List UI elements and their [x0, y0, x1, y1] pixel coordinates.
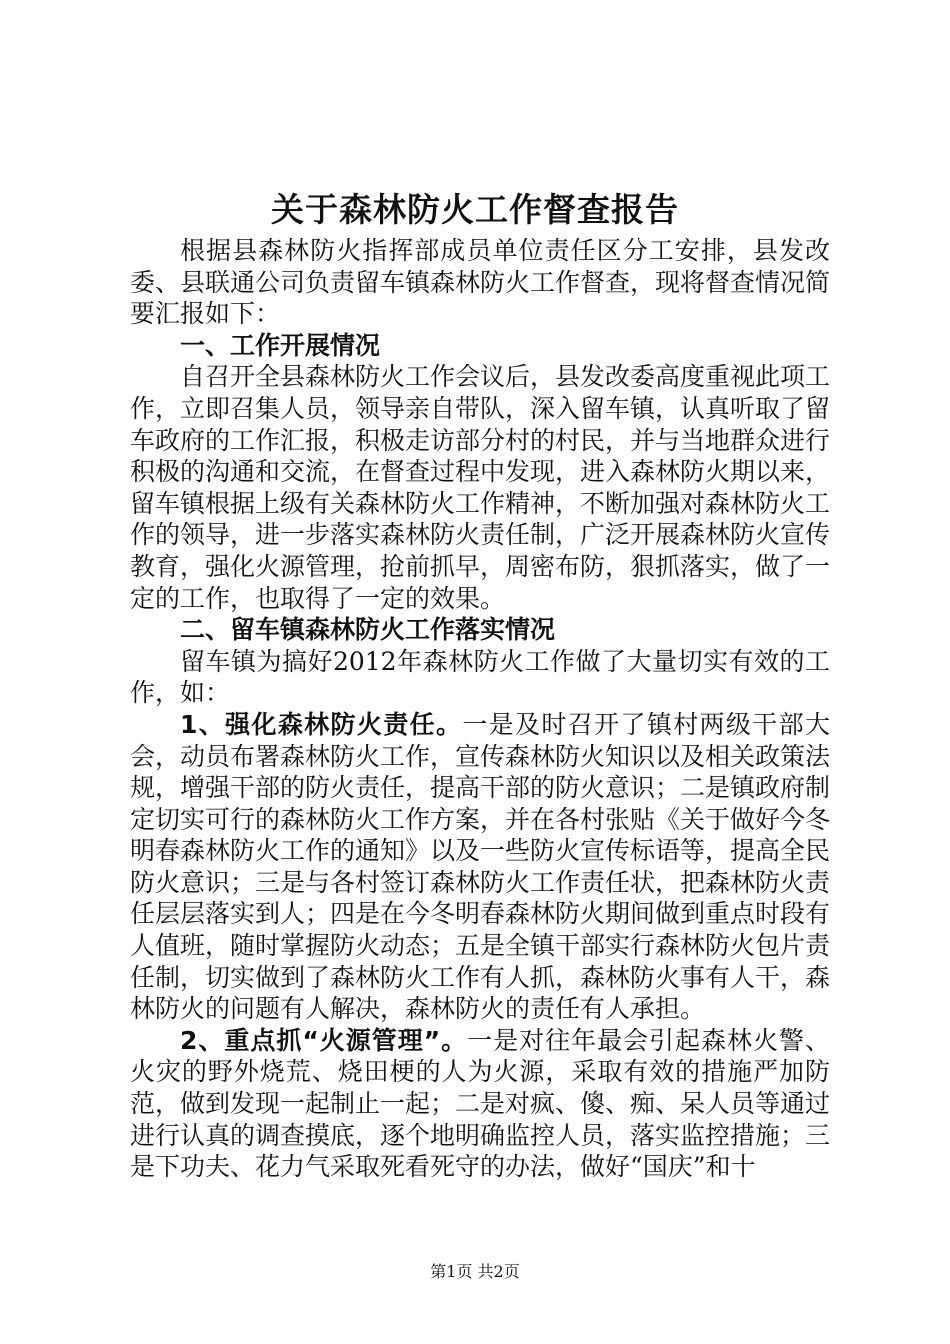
- item1-body: 一是及时召开了镇村两级干部大会，动员布署森林防火工作，宣传森林防火知识以及相关政策法规，增强干部的防火责任，提高干部的防火意识；二是镇政府制定切实可行的森林防火工作方案，并在各村张贴《关于做好今冬明春森林防火工作的通知》以及一些防火宣传标语等，提高全民防火意识；三是与各村签订森林防火工作责任状，把森林防火责任层层落实到人；四是在今冬明春森林防火期间做到重点时段有人值班，随时掌握防火动态；五是全镇干部实行森林防火包片责任制，切实做到了森林防火工作有人抓，森林防火事有人干，森林防火的问题有人解决，森林防火的责任有人承担。: [130, 709, 831, 1024]
- item2-lead: 2、重点抓“火源管理”。: [180, 1025, 468, 1055]
- section-heading-1: 一、工作开展情况: [180, 330, 381, 360]
- intro-paragraph: 根据县森林防火指挥部成员单位责任区分工安排，县发改委、县联通公司负责留车镇森林防火工作督查，现将督查情况简要汇报如下：: [130, 236, 831, 329]
- section-heading-2: 二、留车镇森林防火工作落实情况: [180, 615, 556, 645]
- item1-lead: 1、强化森林防火责任。: [180, 709, 463, 739]
- document-body: [130, 235, 830, 1183]
- page-footer: 第1页 共2页: [430, 1262, 520, 1281]
- document-title: 关于森林防火工作督查报告: [271, 190, 679, 229]
- item1-paragraph: [130, 709, 830, 1025]
- section2-intro-paragraph: 留车镇为搞好2012年森林防火工作做了大量切实有效的工作，如：: [130, 646, 830, 708]
- section1-paragraph: 自召开全县森林防火工作会议后，县发改委高度重视此项工作，立即召集人员，领导亲自带队，深入留车镇，认真听取了留车政府的工作汇报，积极走访部分村的村民，并与当地群众进行积极的沟通和交流，在督查过程中发现，进入森林防火期以来，留车镇根据上级有关森林防火工作精神，不断加强对森林防火工作的领导，进一步落实森林防火责任制，广泛开展森林防火宣传教育，强化火源管理，抢前抓早，周密布防，狠抓落实，做了一定的工作，也取得了一定的效果。: [130, 362, 831, 613]
- item2-body: 一是对往年最会引起森林火警、火灾的野外烧荒、烧田梗的人为火源，采取有效的措施严加防范，做到发现一起制止一起；二是对疯、傻、痴、呆人员等通过进行认真的调查摸底，逐个地明确监控人员，落实监控措施；三是下功夫、花力气采取死看死守的办法，做好“国庆”和十: [130, 1025, 831, 1182]
- item2-paragraph: [130, 1025, 830, 1183]
